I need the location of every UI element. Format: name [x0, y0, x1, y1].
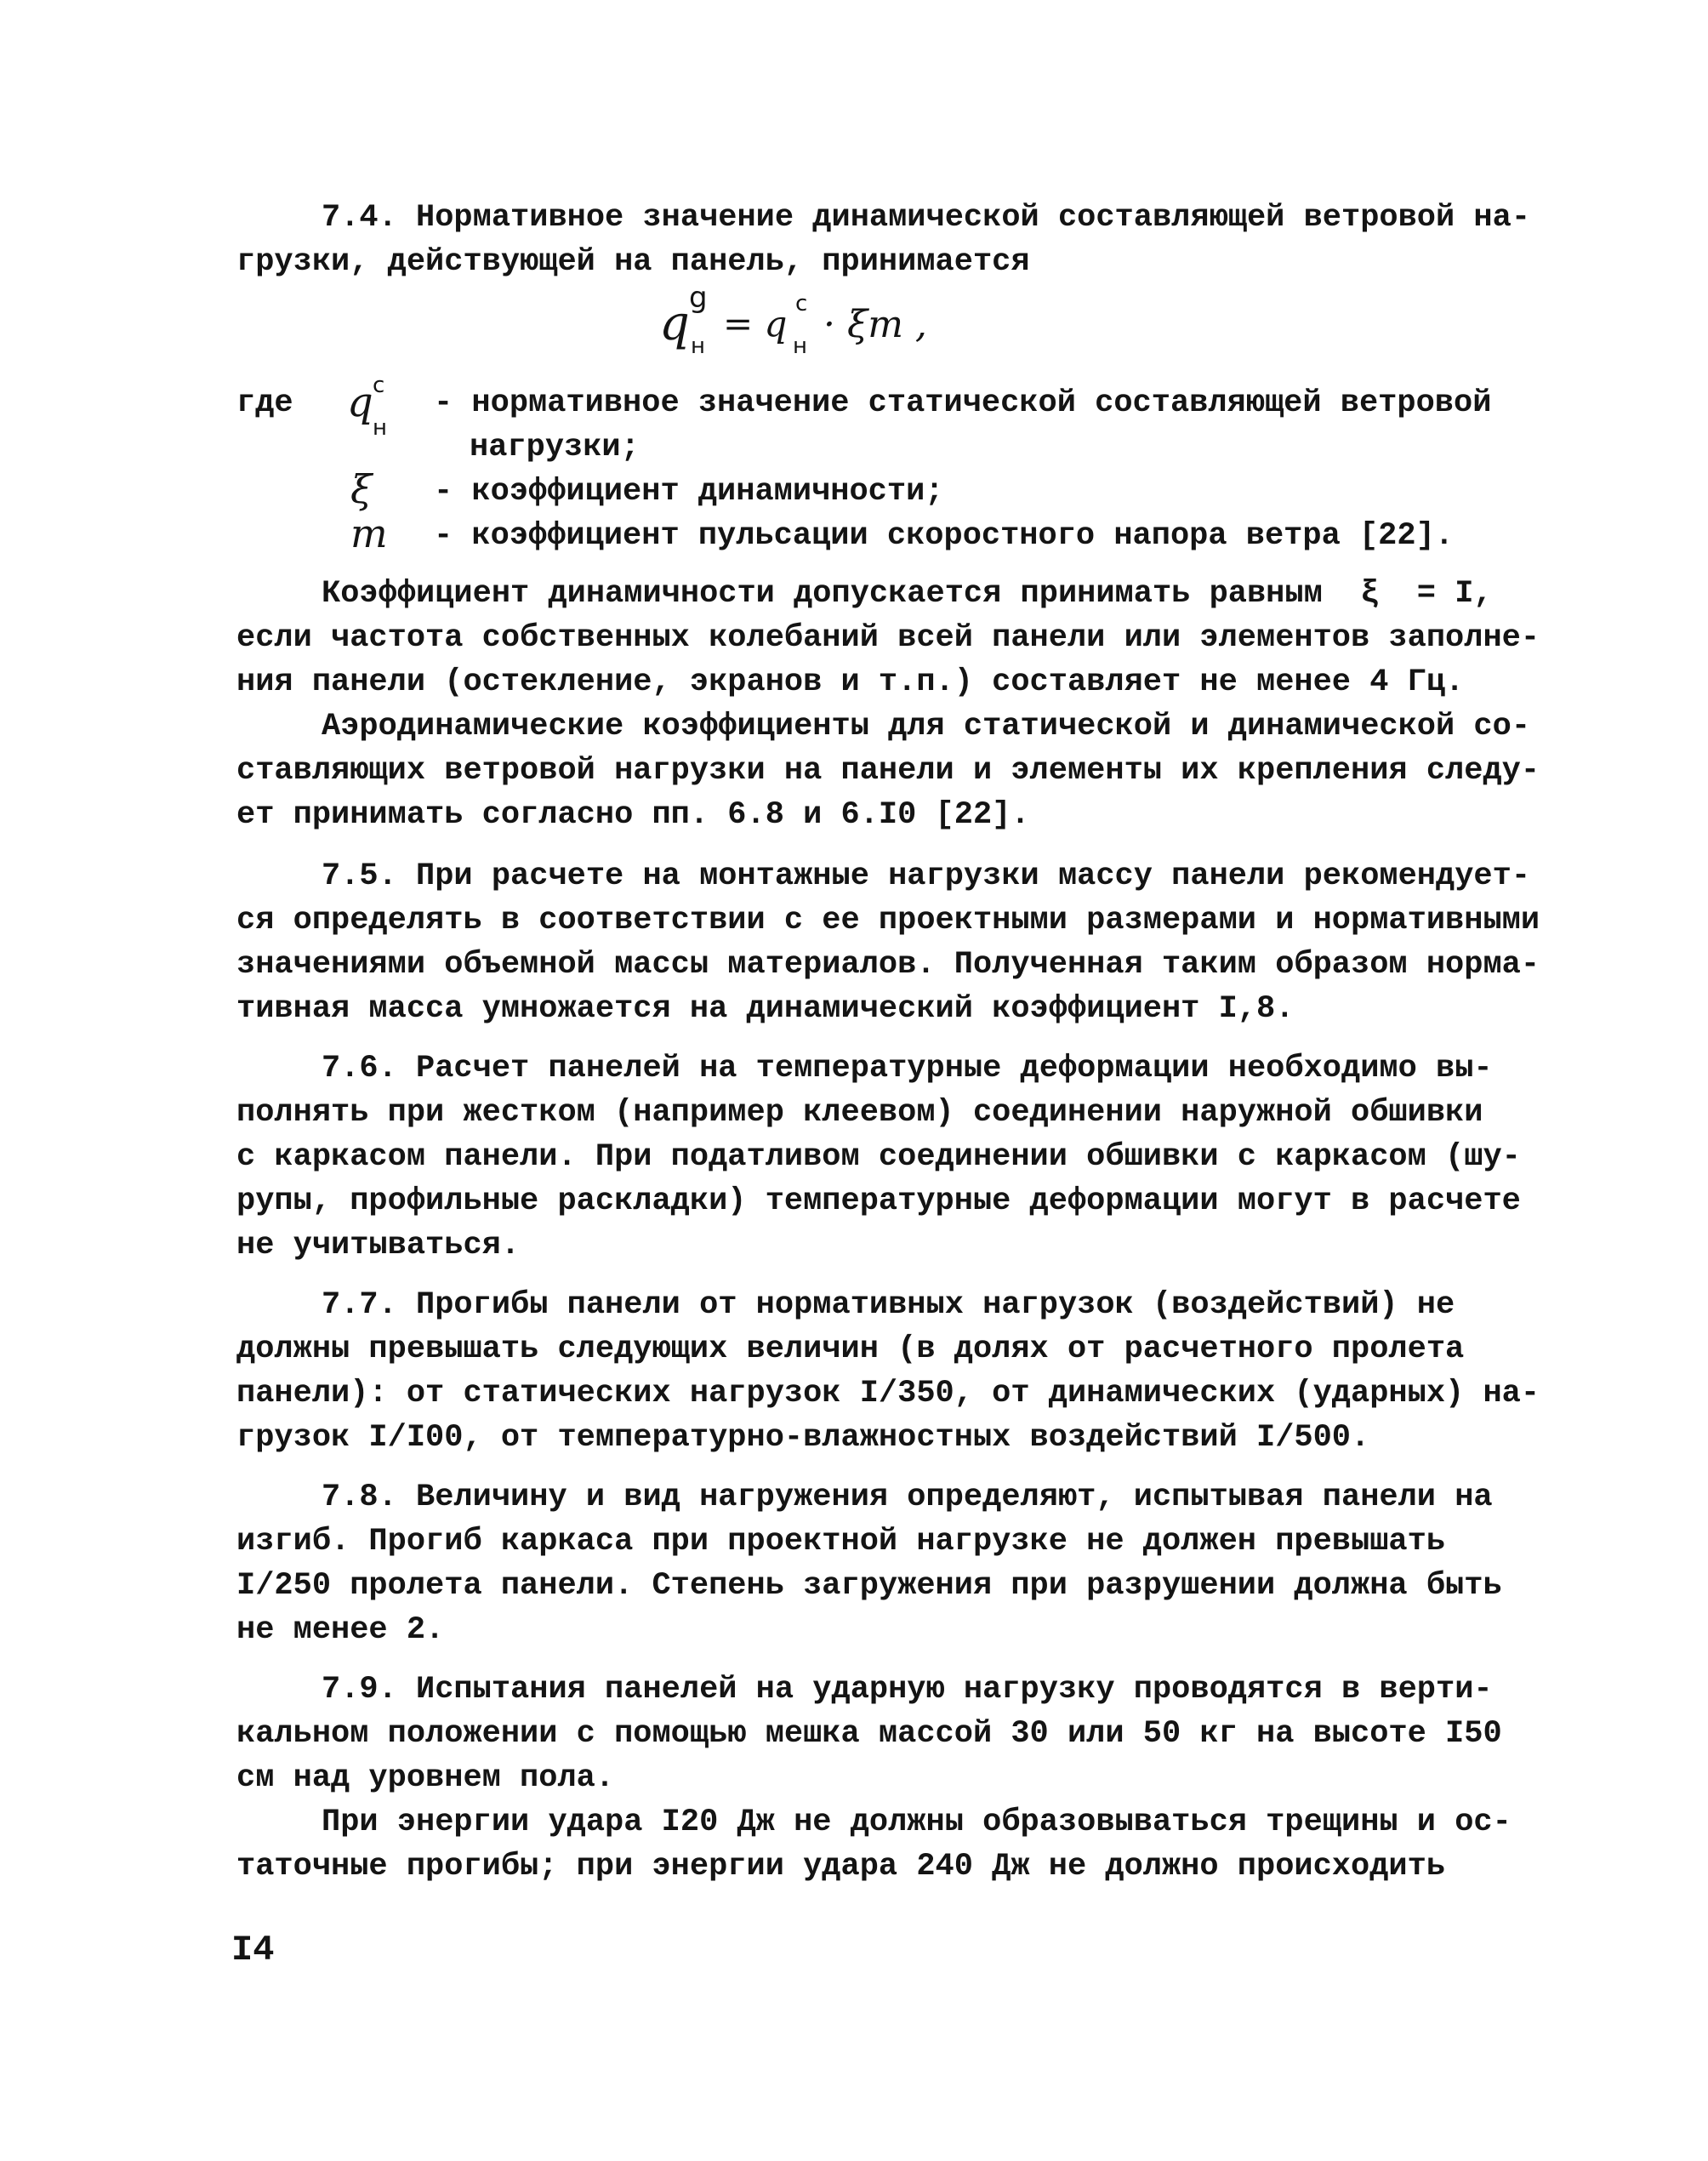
- sec77-line-3: панели): от статических нагрузок I/350, от динамических (ударных) на-: [236, 1376, 1540, 1411]
- sec79-line-5: таточные прогибы; при энергии удара 240 Дж не должно происходить: [236, 1849, 1446, 1884]
- sec78-line-4: не менее 2.: [236, 1612, 445, 1648]
- def1-symbol: q: [347, 379, 373, 426]
- sec76-line-2: полнять при жестком (например клеевом) соединении наружной обшивки: [236, 1095, 1483, 1131]
- sec75-line-3: значениями объемной массы материалов. Полученная таким образом норма-: [236, 947, 1540, 983]
- def1-sub: н: [373, 415, 387, 441]
- para-dyn-3: ния панели (остекление, экранов и т.п.) составляет не менее 4 Гц.: [236, 664, 1465, 700]
- formula-sup2: c: [795, 291, 808, 316]
- sec75-line-2: ся определять в соответствии с ее проектными размерами и нормативными: [236, 903, 1540, 938]
- sec77-line-2: должны превышать следующих величин (в долях от расчетного пролета: [236, 1331, 1465, 1367]
- formula-sub: н: [691, 334, 705, 359]
- def2-symbol: ξ: [350, 466, 373, 512]
- para-aero-3: ет принимать согласно пп. 6.8 и 6.I0 [22].: [236, 797, 1030, 833]
- para-dyn-1: Коэффициент динамичности допускается принимать равным ξ = I,: [322, 576, 1493, 612]
- formula-q: q: [659, 296, 690, 351]
- sec77-line-4: грузок I/I00, от температурно-влажностных воздействий I/500.: [236, 1420, 1370, 1456]
- sec77-line-1: 7.7. Прогибы панели от нормативных нагрузок (воздействий) не: [322, 1287, 1455, 1323]
- sec76-line-1: 7.6. Расчет панелей на температурные деформации необходимо вы-: [322, 1051, 1493, 1086]
- sec79-line-1: 7.9. Испытания панелей на ударную нагрузку проводятся в верти-: [322, 1672, 1493, 1708]
- sec78-line-2: изгиб. Прогиб каркаса при проектной нагрузке не должен превышать: [236, 1524, 1446, 1559]
- def3-text: - коэффициент пульсации скоростного напора ветра [22].: [434, 518, 1454, 554]
- sec79-line-3: см над уровнем пола.: [236, 1760, 615, 1796]
- def2-text: - коэффициент динамичности;: [434, 474, 944, 510]
- where-label: где: [236, 385, 293, 421]
- para-aero-2: ставляющих ветровой нагрузки на панели и элементы их крепления следу-: [236, 753, 1540, 789]
- def1-text-a: - нормативное значение статической составляющей ветровой: [434, 385, 1492, 421]
- def1-text-b: нагрузки;: [470, 430, 640, 465]
- sec76-line-3: с каркасом панели. При податливом соединении обшивки с каркасом (шу-: [236, 1139, 1521, 1175]
- sec78-line-1: 7.8. Величину и вид нагружения определяют, испытывая панели на: [322, 1480, 1493, 1515]
- formula-rest: · ξm ,: [823, 303, 927, 346]
- formula-eq: = q: [723, 303, 788, 345]
- para-dyn-2: если частота собственных колебаний всей панели или элементов заполне-: [236, 620, 1540, 656]
- def1-sup: c: [373, 373, 385, 398]
- sec78-line-3: I/250 пролета панели. Степень загружения при разрушении должна быть: [236, 1568, 1502, 1604]
- sec79-line-4: При энергии удара I20 Дж не должны образовываться трещины и ос-: [322, 1805, 1512, 1840]
- sec74-line-1: 7.4. Нормативное значение динамической составляющей ветровой на-: [322, 200, 1531, 236]
- para-aero-1: Аэродинамические коэффициенты для статической и динамической со-: [322, 709, 1531, 744]
- sec74-line-2: грузки, действующей на панель, принимается: [236, 244, 1030, 280]
- formula-sup: g: [689, 281, 708, 315]
- sec76-line-4: рупы, профильные раскладки) температурные деформации могут в расчете: [236, 1183, 1521, 1219]
- sec75-line-4: тивная масса умножается на динамический коэффициент I,8.: [236, 991, 1295, 1027]
- def3-symbol: m: [350, 510, 388, 556]
- page-number: I4: [231, 1930, 275, 1970]
- sec79-line-2: кальном положении с помощью мешка массой 30 или 50 кг на высоте I50: [236, 1716, 1502, 1752]
- sec76-line-5: не учитываться.: [236, 1228, 521, 1263]
- sec75-line-1: 7.5. При расчете на монтажные нагрузки массу панели рекомендует-: [322, 858, 1531, 894]
- formula-sub2: н: [793, 334, 807, 359]
